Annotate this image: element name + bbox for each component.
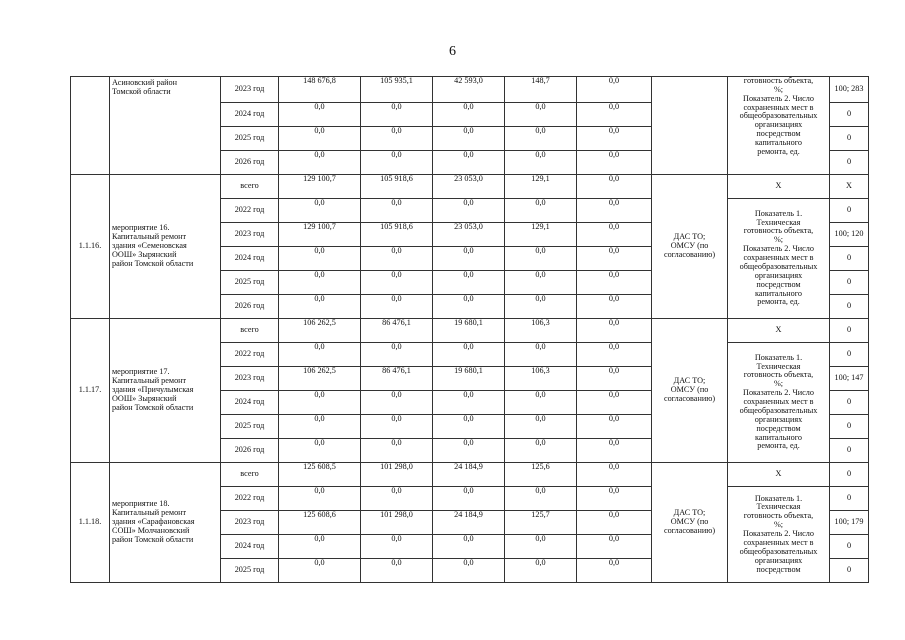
indicator-value: 0 — [830, 199, 869, 223]
amount-cell: 23 053,0 — [433, 223, 505, 247]
amount-cell: 0,0 — [505, 295, 577, 319]
amount-cell: 0,0 — [361, 535, 433, 559]
amount-cell: 129,1 — [505, 223, 577, 247]
item-name — [110, 175, 221, 319]
amount-cell: 0,0 — [577, 271, 652, 295]
indicator-name-line: Техническая — [756, 361, 801, 371]
indicator-value: X — [830, 175, 869, 199]
amount-cell: 0,0 — [279, 127, 361, 151]
item-name-line: мероприятие 17. — [112, 367, 170, 377]
item-name — [110, 77, 221, 175]
amount-cell: 0,0 — [433, 295, 505, 319]
page-number: 6 — [449, 44, 456, 59]
amount-cell: 0,0 — [577, 247, 652, 271]
amount-cell: 129 100,7 — [279, 223, 361, 247]
indicator-name-line: Показатель 1. — [754, 352, 803, 362]
item-name-line: СОШ» Молчановский — [112, 525, 190, 535]
amount-cell: 125 608,5 — [279, 463, 361, 487]
amount-cell: 0,0 — [361, 151, 433, 175]
amount-cell: 19 680,1 — [433, 367, 505, 391]
indicator-name-line: %; — [773, 84, 784, 94]
amount-cell: 0,0 — [577, 343, 652, 367]
executor-line: согласованию) — [663, 525, 716, 535]
indicator-name-line: капитального — [754, 288, 803, 298]
indicator-value: 0 — [830, 247, 869, 271]
amount-cell: 0,0 — [505, 391, 577, 415]
amount-cell: 0,0 — [577, 151, 652, 175]
amount-cell: 0,0 — [577, 559, 652, 583]
indicator-name-line: %; — [773, 235, 784, 245]
indicator-value: 0 — [830, 535, 869, 559]
amount-cell: 0,0 — [433, 535, 505, 559]
indicator-name-line: посредством — [756, 564, 801, 574]
indicator-value: 0 — [830, 391, 869, 415]
amount-cell: 0,0 — [361, 391, 433, 415]
amount-cell: 0,0 — [433, 415, 505, 439]
indicator-name — [728, 77, 830, 175]
indicator-name-line: сохраненных мест в — [743, 397, 814, 407]
year-cell: 2025 год — [221, 271, 279, 295]
amount-cell: 0,0 — [433, 559, 505, 583]
amount-cell: 105 935,1 — [361, 77, 433, 103]
indicator-name-line: сохраненных мест в — [743, 253, 814, 263]
executor — [652, 463, 728, 583]
indicator-name-line: ремонта, ед. — [757, 297, 800, 307]
indicator-name-line: капитального — [754, 432, 803, 442]
year-cell: 2025 год — [221, 415, 279, 439]
amount-cell: 0,0 — [279, 391, 361, 415]
amount-cell: 23 053,0 — [433, 175, 505, 199]
year-cell: 2026 год — [221, 151, 279, 175]
indicator-value: 0 — [830, 463, 869, 487]
amount-cell: 125,6 — [505, 463, 577, 487]
executor-line: ДАС ТО; — [673, 376, 706, 386]
indicator-name-line: готовность объекта, — [743, 226, 814, 236]
amount-cell: 0,0 — [279, 415, 361, 439]
year-cell: 2026 год — [221, 295, 279, 319]
indicator-name-line: сохраненных мест в — [743, 102, 814, 112]
indicator-name-line: Показатель 2. Число — [743, 93, 814, 103]
amount-cell: 0,0 — [361, 199, 433, 223]
indicator-value: 100; 120 — [830, 223, 869, 247]
amount-cell: 0,0 — [433, 487, 505, 511]
indicator-value: 0 — [830, 415, 869, 439]
amount-cell: 0,0 — [505, 439, 577, 463]
amount-cell: 0,0 — [505, 487, 577, 511]
item-name — [110, 463, 221, 583]
year-cell: 2024 год — [221, 247, 279, 271]
executor — [652, 319, 728, 463]
indicator-value: 0 — [830, 103, 869, 127]
indicator-total: X — [728, 319, 830, 343]
indicator-name-line: общеобразовательных — [739, 111, 818, 121]
executor-line: согласованию) — [663, 393, 716, 403]
amount-cell: 0,0 — [577, 223, 652, 247]
amount-cell: 0,0 — [433, 103, 505, 127]
indicator-name-line: Показатель 1. — [754, 493, 803, 503]
amount-cell: 0,0 — [433, 271, 505, 295]
amount-cell: 105 918,6 — [361, 223, 433, 247]
executor-line: согласованию) — [663, 249, 716, 259]
amount-cell: 0,0 — [361, 559, 433, 583]
year-cell: 2022 год — [221, 343, 279, 367]
amount-cell: 0,0 — [279, 295, 361, 319]
item-name-line: район Томской области — [112, 258, 194, 268]
item-name-line: Капитальный ремонт — [112, 376, 187, 386]
amount-cell: 148 676,8 — [279, 77, 361, 103]
indicator-name — [728, 199, 830, 319]
indicator-name-line: %; — [773, 379, 784, 389]
amount-cell: 0,0 — [577, 199, 652, 223]
amount-cell: 106 262,5 — [279, 319, 361, 343]
amount-cell: 0,0 — [505, 247, 577, 271]
amount-cell: 0,0 — [505, 343, 577, 367]
indicator-name-line: готовность объекта, — [743, 370, 814, 380]
year-cell: 2023 год — [221, 77, 279, 103]
item-name-line: ООШ» Зырянский — [112, 249, 177, 259]
amount-cell: 0,0 — [577, 463, 652, 487]
year-cell: 2025 год — [221, 127, 279, 151]
year-cell: 2022 год — [221, 487, 279, 511]
amount-cell: 106 262,5 — [279, 367, 361, 391]
executor — [652, 175, 728, 319]
program-table — [70, 76, 869, 583]
amount-cell: 0,0 — [577, 77, 652, 103]
executor-line: ДАС ТО; — [673, 232, 706, 242]
indicator-value: 100; 147 — [830, 367, 869, 391]
amount-cell: 0,0 — [361, 127, 433, 151]
amount-cell: 125 608,6 — [279, 511, 361, 535]
indicator-name — [728, 487, 830, 583]
executor-line: ОМСУ (по — [670, 385, 709, 395]
amount-cell: 0,0 — [279, 535, 361, 559]
amount-cell: 0,0 — [577, 175, 652, 199]
indicator-name-line: организациях — [754, 555, 803, 565]
amount-cell: 0,0 — [279, 247, 361, 271]
item-name-line: здания «Причулымская — [112, 385, 194, 395]
year-cell: всего — [221, 319, 279, 343]
indicator-name-line: посредством — [756, 129, 801, 139]
item-name-line: мероприятие 18. — [112, 499, 170, 509]
executor-line: ДАС ТО; — [673, 508, 706, 518]
year-cell: 2022 год — [221, 199, 279, 223]
amount-cell: 0,0 — [577, 439, 652, 463]
item-name-line: Асиновский район — [112, 78, 178, 87]
item-name-line: Капитальный ремонт — [112, 232, 187, 242]
amount-cell: 125,7 — [505, 511, 577, 535]
indicator-name-line: организациях — [754, 414, 803, 424]
amount-cell: 0,0 — [433, 439, 505, 463]
item-name — [110, 319, 221, 463]
amount-cell: 0,0 — [361, 439, 433, 463]
indicator-name-line: Техническая — [756, 217, 801, 227]
year-cell: 2023 год — [221, 511, 279, 535]
indicator-name-line: Показатель 2. Число — [743, 529, 814, 539]
amount-cell: 0,0 — [433, 199, 505, 223]
amount-cell: 0,0 — [433, 151, 505, 175]
indicator-name-line: Показатель 2. Число — [743, 388, 814, 398]
item-name-line: здания «Сарафановская — [112, 517, 195, 527]
item-name-line: здания «Семеновская — [112, 241, 187, 251]
amount-cell: 0,0 — [505, 535, 577, 559]
amount-cell: 101 298,0 — [361, 511, 433, 535]
amount-cell: 0,0 — [361, 247, 433, 271]
table-row — [71, 77, 869, 103]
indicator-name-line: готовность объекта, — [743, 76, 814, 85]
item-code: 1.1.18. — [71, 463, 110, 583]
amount-cell: 0,0 — [577, 415, 652, 439]
item-name-line: район Томской области — [112, 534, 194, 544]
amount-cell: 0,0 — [279, 343, 361, 367]
amount-cell: 0,0 — [279, 487, 361, 511]
amount-cell: 0,0 — [577, 511, 652, 535]
year-cell: 2024 год — [221, 535, 279, 559]
indicator-name-line: общеобразовательных — [739, 405, 818, 415]
amount-cell: 19 680,1 — [433, 319, 505, 343]
amount-cell: 0,0 — [577, 535, 652, 559]
amount-cell: 0,0 — [505, 103, 577, 127]
item-code: 1.1.16. — [71, 175, 110, 319]
item-name-line: район Томской области — [112, 402, 194, 412]
amount-cell: 0,0 — [279, 439, 361, 463]
indicator-value: 0 — [830, 271, 869, 295]
indicator-name-line: посредством — [756, 423, 801, 433]
indicator-value: 0 — [830, 319, 869, 343]
item-name-line: Капитальный ремонт — [112, 508, 187, 518]
amount-cell: 0,0 — [279, 559, 361, 583]
indicator-name-line: капитального — [754, 138, 803, 148]
indicator-value: 0 — [830, 487, 869, 511]
indicator-value: 0 — [830, 439, 869, 463]
amount-cell: 0,0 — [505, 271, 577, 295]
table-row — [71, 319, 869, 343]
amount-cell: 0,0 — [577, 487, 652, 511]
indicator-value: 0 — [830, 343, 869, 367]
amount-cell: 24 184,9 — [433, 511, 505, 535]
amount-cell: 129 100,7 — [279, 175, 361, 199]
item-code — [71, 77, 110, 175]
indicator-name-line: сохраненных мест в — [743, 537, 814, 547]
executor-line: ОМСУ (по — [670, 241, 709, 251]
amount-cell: 0,0 — [279, 151, 361, 175]
indicator-value: 0 — [830, 559, 869, 583]
indicator-name-line: организациях — [754, 120, 803, 130]
amount-cell: 0,0 — [577, 295, 652, 319]
indicator-total: X — [728, 175, 830, 199]
amount-cell: 0,0 — [577, 391, 652, 415]
amount-cell: 0,0 — [577, 103, 652, 127]
indicator-name-line: общеобразовательных — [739, 261, 818, 271]
amount-cell: 0,0 — [279, 271, 361, 295]
amount-cell: 106,3 — [505, 367, 577, 391]
indicator-name-line: ремонта, ед. — [757, 146, 800, 156]
amount-cell: 105 918,6 — [361, 175, 433, 199]
year-cell: 2023 год — [221, 367, 279, 391]
amount-cell: 0,0 — [433, 343, 505, 367]
amount-cell: 0,0 — [577, 367, 652, 391]
amount-cell: 86 476,1 — [361, 319, 433, 343]
indicator-value: 100; 283 — [830, 77, 869, 103]
indicator-name-line: ремонта, ед. — [757, 441, 800, 451]
amount-cell: 0,0 — [505, 559, 577, 583]
indicator-value: 0 — [830, 127, 869, 151]
amount-cell: 106,3 — [505, 319, 577, 343]
amount-cell: 0,0 — [577, 319, 652, 343]
item-code: 1.1.17. — [71, 319, 110, 463]
executor-line: ОМСУ (по — [670, 517, 709, 527]
amount-cell: 0,0 — [361, 343, 433, 367]
amount-cell: 0,0 — [361, 103, 433, 127]
amount-cell: 101 298,0 — [361, 463, 433, 487]
amount-cell: 0,0 — [361, 415, 433, 439]
indicator-name — [728, 343, 830, 463]
executor — [652, 77, 728, 175]
year-cell: 2025 год — [221, 559, 279, 583]
year-cell: 2024 год — [221, 391, 279, 415]
amount-cell: 0,0 — [433, 127, 505, 151]
indicator-value: 0 — [830, 151, 869, 175]
item-name-line: мероприятие 16. — [112, 223, 170, 233]
indicator-name-line: общеобразовательных — [739, 546, 818, 556]
amount-cell: 42 593,0 — [433, 77, 505, 103]
amount-cell: 129,1 — [505, 175, 577, 199]
indicator-name-line: готовность объекта, — [743, 511, 814, 521]
year-cell: всего — [221, 463, 279, 487]
year-cell: 2024 год — [221, 103, 279, 127]
indicator-name-line: Показатель 1. — [754, 208, 803, 218]
indicator-name-line: %; — [773, 520, 784, 530]
indicator-value: 0 — [830, 295, 869, 319]
table-row — [71, 463, 869, 487]
amount-cell: 0,0 — [361, 271, 433, 295]
amount-cell: 0,0 — [279, 103, 361, 127]
amount-cell: 0,0 — [433, 247, 505, 271]
year-cell: всего — [221, 175, 279, 199]
amount-cell: 0,0 — [505, 127, 577, 151]
indicator-name-line: организациях — [754, 270, 803, 280]
year-cell: 2026 год — [221, 439, 279, 463]
indicator-total: X — [728, 463, 830, 487]
item-name-line: ООШ» Зырянский — [112, 393, 177, 403]
amount-cell: 0,0 — [361, 487, 433, 511]
year-cell: 2023 год — [221, 223, 279, 247]
item-name-line: Томской области — [112, 86, 171, 96]
indicator-value: 100; 179 — [830, 511, 869, 535]
amount-cell: 148,7 — [505, 77, 577, 103]
amount-cell: 0,0 — [577, 127, 652, 151]
table-row — [71, 175, 869, 199]
indicator-name-line: Техническая — [756, 502, 801, 512]
amount-cell: 0,0 — [505, 415, 577, 439]
indicator-name-line: Показатель 2. Число — [743, 244, 814, 254]
amount-cell: 0,0 — [279, 199, 361, 223]
amount-cell: 0,0 — [361, 295, 433, 319]
amount-cell: 0,0 — [505, 151, 577, 175]
amount-cell: 86 476,1 — [361, 367, 433, 391]
amount-cell: 24 184,9 — [433, 463, 505, 487]
amount-cell: 0,0 — [505, 199, 577, 223]
indicator-name-line: посредством — [756, 279, 801, 289]
amount-cell: 0,0 — [433, 391, 505, 415]
